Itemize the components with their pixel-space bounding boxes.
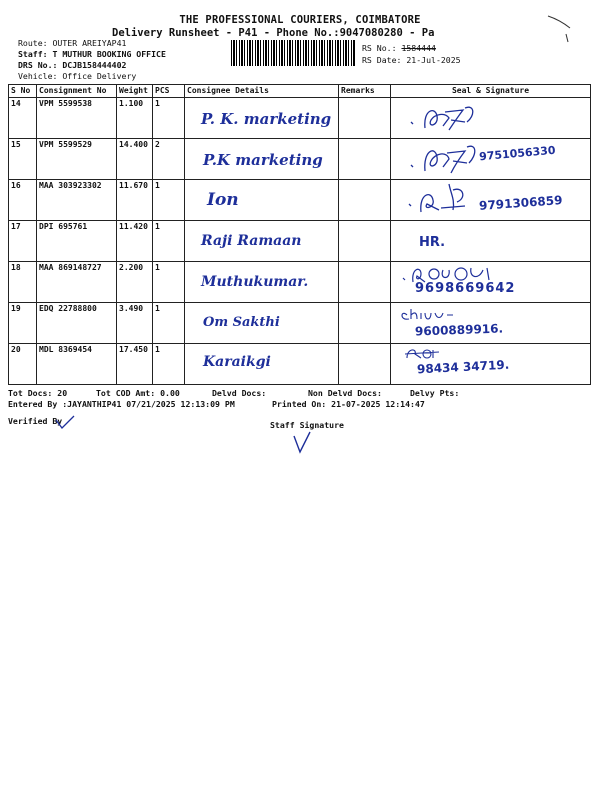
cell-weight: 3.490 <box>117 303 153 344</box>
cell-signature <box>391 344 591 385</box>
consignee-handwriting: Karaikgi <box>203 354 271 370</box>
rs-date-field: RS Date: 21-Jul-2025 <box>362 55 461 65</box>
drs-field: DRS No.: DCJB158444402 <box>18 60 127 70</box>
signature-scrawl <box>397 305 457 323</box>
cell-sno: 15 <box>9 139 37 180</box>
col-header-consignment: Consignment No <box>37 85 117 98</box>
cell-consignment: VPM 5599529 <box>37 139 117 180</box>
cell-pcs: 1 <box>153 344 185 385</box>
cell-consignment: DPI 695761 <box>37 221 117 262</box>
col-header-signature: Seal & Signature <box>391 85 591 98</box>
corner-pen-mark <box>540 10 580 50</box>
cell-signature <box>391 221 591 262</box>
cell-signature <box>391 98 591 139</box>
staff-tick-mark <box>290 428 314 456</box>
cell-pcs: 1 <box>153 221 185 262</box>
delivery-table <box>8 84 591 385</box>
vehicle-field: Vehicle: Office Delivery <box>18 71 137 81</box>
rs-no-value: 1584444 <box>401 43 436 53</box>
entered-by: Entered By :JAYANTHIP41 07/21/2025 12:13:09 PM <box>8 399 235 409</box>
cell-consignee <box>185 221 339 262</box>
cell-sno: 20 <box>9 344 37 385</box>
cell-consignee <box>185 344 339 385</box>
signature-initials: HR. <box>419 235 446 250</box>
cell-weight: 14.400 <box>117 139 153 180</box>
cell-weight: 1.100 <box>117 98 153 139</box>
cell-consignment: MAA 303923302 <box>37 180 117 221</box>
signature-scrawl <box>405 141 485 177</box>
cell-weight: 11.670 <box>117 180 153 221</box>
table-row <box>9 180 591 221</box>
cell-remarks <box>339 180 391 221</box>
cell-consignment: MDL 8369454 <box>37 344 117 385</box>
table-row <box>9 98 591 139</box>
signature-phone: 9791306859 <box>478 193 563 213</box>
col-header-remarks: Remarks <box>339 85 391 98</box>
cell-sno: 18 <box>9 262 37 303</box>
consignee-handwriting: Ion <box>207 190 239 210</box>
staff-signature-label: Staff Signature <box>270 420 344 430</box>
footer-divider <box>8 384 590 385</box>
cell-pcs: 1 <box>153 180 185 221</box>
signature-phone: 98434 34719. <box>416 357 510 377</box>
table-header-row <box>9 85 591 98</box>
staff-field: Staff: T MUTHUR BOOKING OFFICE <box>18 49 166 59</box>
barcode <box>231 40 355 66</box>
cell-remarks <box>339 344 391 385</box>
cell-weight: 2.200 <box>117 262 153 303</box>
runsheet-subtitle: Delivery Runsheet - P41 - Phone No.:9047080280 - Pa <box>112 27 435 39</box>
route-field: Route: OUTER AREIYAP41 <box>18 38 127 48</box>
table-row <box>9 262 591 303</box>
delvd-docs: Delvd Docs: <box>212 388 267 398</box>
consignee-handwriting: Muthukumar. <box>201 274 309 290</box>
cell-consignee <box>185 98 339 139</box>
cell-signature <box>391 303 591 344</box>
cell-sno: 19 <box>9 303 37 344</box>
consignee-handwriting: Om Sakthi <box>203 315 280 330</box>
col-header-pcs: PCS <box>153 85 185 98</box>
consignee-handwriting: P.K marketing <box>203 151 323 169</box>
delvy-pts: Delvy Pts: <box>410 388 460 398</box>
cell-pcs: 1 <box>153 98 185 139</box>
cell-pcs: 1 <box>153 262 185 303</box>
cell-signature <box>391 180 591 221</box>
signature-scrawl <box>405 180 485 218</box>
col-header-sno: S No <box>9 85 37 98</box>
cell-remarks <box>339 221 391 262</box>
cell-sno: 16 <box>9 180 37 221</box>
signature-phone: 9698669642 <box>415 281 516 296</box>
cell-consignment: VPM 5599538 <box>37 98 117 139</box>
cell-remarks <box>339 139 391 180</box>
signature-scrawl <box>403 346 443 362</box>
tot-docs: Tot Docs: 20 <box>8 388 68 398</box>
cell-consignee <box>185 303 339 344</box>
cell-consignee <box>185 139 339 180</box>
cell-weight: 17.450 <box>117 344 153 385</box>
cell-pcs: 1 <box>153 303 185 344</box>
cell-remarks <box>339 262 391 303</box>
consignee-handwriting: P. K. marketing <box>201 110 332 128</box>
cell-consignee <box>185 180 339 221</box>
cell-consignment: MAA 869148727 <box>37 262 117 303</box>
table-row <box>9 303 591 344</box>
cell-weight: 11.420 <box>117 221 153 262</box>
cell-remarks <box>339 98 391 139</box>
cell-consignee <box>185 262 339 303</box>
non-delvd-docs: Non Delvd Docs: <box>308 388 382 398</box>
printed-on: Printed On: 21-07-2025 12:14:47 <box>272 399 425 409</box>
cell-pcs: 2 <box>153 139 185 180</box>
cell-sno: 14 <box>9 98 37 139</box>
tot-cod-amt: Tot COD Amt: 0.00 <box>96 388 180 398</box>
document-title: THE PROFESSIONAL COURIERS, COIMBATORE <box>179 14 421 26</box>
cell-remarks <box>339 303 391 344</box>
col-header-consignee: Consignee Details <box>185 85 339 98</box>
cell-sno: 17 <box>9 221 37 262</box>
table-row <box>9 344 591 385</box>
cell-consignment: EDQ 22788800 <box>37 303 117 344</box>
cell-signature <box>391 139 591 180</box>
verified-tick-mark <box>54 414 78 432</box>
verified-by-label: Verified By <box>8 416 63 426</box>
rs-no-field <box>362 43 436 53</box>
consignee-handwriting: Raji Ramaan <box>201 233 302 249</box>
cell-signature <box>391 262 591 303</box>
signature-scrawl <box>405 102 515 136</box>
table-row <box>9 139 591 180</box>
col-header-weight: Weight <box>117 85 153 98</box>
signature-phone: 9751056330 <box>478 143 556 164</box>
rs-no-label: RS No.: <box>362 43 397 53</box>
signature-phone: 9600889916. <box>414 321 504 339</box>
table-row <box>9 221 591 262</box>
